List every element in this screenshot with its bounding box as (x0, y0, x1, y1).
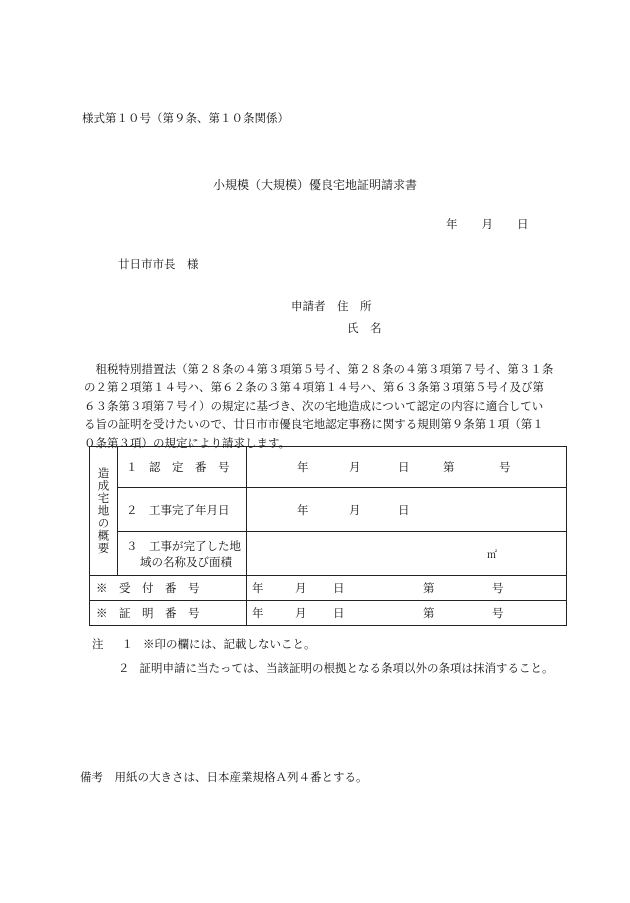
request-body-text: 租税特別措置法（第２８条の４第３項第５号イ、第２８条の４第３項第７号イ、第３１条の２第２項第１４号ハ、第６２条の３第４項第１４号ハ、第６３条第３項第５号イ及び第６３条第３項第７号イ）の規定に基づき、次の宅地造成について認定の内容に適合している旨の証明を受けたいので、廿日市市優良宅地認定事務に関する規則第９条第１項（第１０条第３項）の規定により請求します。 (84, 362, 554, 450)
row4-day: 日 (333, 581, 345, 595)
applicant-name-label: 氏 名 (347, 321, 382, 335)
row4-gou: 号 (492, 581, 504, 595)
row4-dai: 第 (423, 581, 435, 595)
receipt-number-value-cell (247, 576, 567, 601)
certificate-number-label: ※ 証 明 番 号 (96, 606, 200, 620)
table-row (90, 488, 567, 532)
note-2-text: 証明申請に当たっては、当該証明の根拠となる条項以外の条項は抹消すること。 (139, 661, 554, 675)
row2-day: 日 (398, 502, 410, 517)
row1-month: 月 (349, 460, 361, 474)
note-2-number: ２ (118, 661, 130, 675)
row1-gou: 号 (499, 460, 511, 474)
row4-year: 年 (252, 581, 264, 595)
section-label-cell (90, 447, 118, 576)
approval-number-value-cell (247, 447, 567, 488)
area-name-value-cell (247, 532, 567, 576)
area-name-label-line1: ３ 工事が完了した地 (126, 538, 241, 553)
row1-day: 日 (398, 460, 410, 474)
notes-prefix: 注 (92, 637, 104, 651)
note-1 (92, 632, 554, 656)
row5-dai: 第 (423, 606, 435, 620)
row5-month: 月 (295, 606, 307, 620)
date-year-label: 年 (446, 217, 458, 231)
row2-year: 年 (297, 502, 309, 517)
row1-dai: 第 (443, 460, 455, 474)
notes (92, 632, 554, 680)
note-2 (92, 656, 554, 680)
receipt-number-label-cell (90, 576, 247, 601)
table-row (90, 532, 567, 576)
note-1-text: ※印の欄には、記載しないこと。 (143, 637, 316, 651)
approval-number-label-cell (118, 447, 247, 488)
table-row (90, 576, 567, 601)
document-title: 小規模（大規模）優良宅地証明請求書 (212, 178, 417, 192)
remarks: 備考 用紙の大きさは、日本産業規格Ａ列４番とする。 (80, 770, 368, 784)
area-unit: ㎡ (487, 550, 497, 561)
area-name-label-line2: 域の名称及び面積 (140, 554, 232, 569)
note-1-number: １ (121, 637, 133, 651)
completion-date-label-cell (118, 488, 247, 532)
row1-year: 年 (297, 460, 309, 474)
certificate-number-label-cell (90, 601, 247, 626)
completion-date-label: ２ 工事完了年月日 (126, 502, 230, 517)
section-label: 造成宅地の概要 (96, 467, 111, 555)
addressee: 廿日市市長 様 (118, 257, 199, 271)
date-month-label: 月 (481, 217, 493, 231)
row4-month: 月 (295, 581, 307, 595)
receipt-number-label: ※ 受 付 番 号 (96, 581, 200, 595)
date-day-label: 日 (517, 217, 529, 231)
applicant-address-label: 申請者 住 所 (291, 299, 372, 313)
row5-day: 日 (333, 606, 345, 620)
date-line (446, 216, 529, 232)
table-row (90, 447, 567, 488)
area-name-label-cell (118, 532, 247, 576)
table-row (90, 601, 567, 626)
development-summary-table (89, 446, 567, 626)
approval-number-label: １ 認 定 番 号 (126, 460, 230, 474)
certificate-number-value-cell (247, 601, 567, 626)
row2-month: 月 (349, 502, 361, 517)
form-number: 様式第１０号（第９条、第１０条関係） (82, 111, 289, 125)
row5-year: 年 (252, 606, 264, 620)
row5-gou: 号 (492, 606, 504, 620)
completion-date-value-cell (247, 488, 567, 532)
